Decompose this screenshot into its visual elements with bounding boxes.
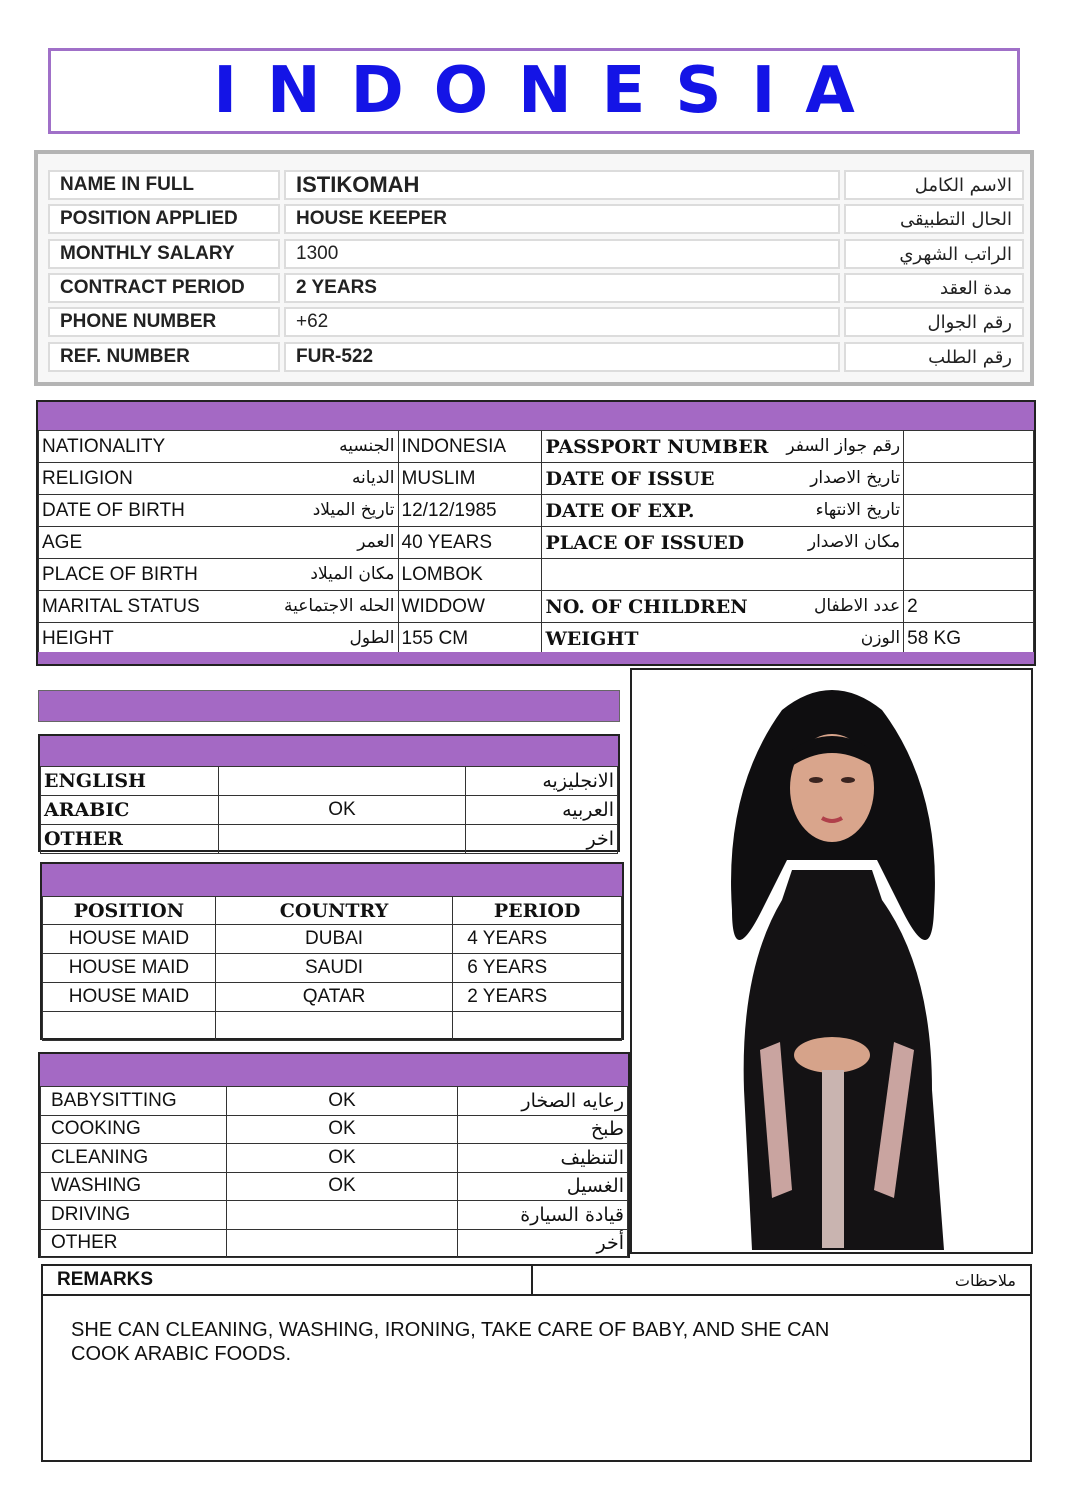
skill-label: DRIVING: [41, 1201, 227, 1230]
personal-value: MUSLIM: [398, 463, 542, 495]
personal-value2: 58 KG: [904, 623, 1034, 655]
language-label: ENGLISH: [41, 767, 219, 796]
remarks-line: COOK ARABIC FOODS.: [71, 1343, 292, 1365]
summary-row: [48, 342, 1024, 372]
language-value: [218, 825, 465, 854]
personal-value: WIDDOW: [398, 591, 542, 623]
skill-label: CLEANING: [41, 1144, 227, 1173]
personal-table: [38, 430, 1034, 655]
personal-label: DATE OF BIRTH: [42, 499, 185, 521]
remarks-section: [41, 1264, 1032, 1462]
personal-label2-cell: [542, 495, 904, 527]
personal-label: PLACE OF BIRTH: [42, 563, 198, 585]
personal-value2: 2: [904, 591, 1034, 623]
language-row: [41, 796, 618, 825]
personal-details: [36, 400, 1036, 666]
column-header: POSITION: [43, 897, 216, 925]
experience-row: [43, 954, 622, 983]
personal-label-ar: الديانه: [351, 467, 395, 488]
personal-label2: PASSPORT NUMBER: [545, 435, 769, 458]
personal-value: 12/12/1985: [398, 495, 542, 527]
section-header-bar: [40, 736, 618, 766]
experience-period: [453, 1012, 622, 1041]
column-header: PERIOD: [453, 897, 622, 925]
personal-label: RELIGION: [42, 467, 133, 489]
remarks-label-ar: ملاحظات: [954, 1270, 1016, 1290]
skill-value: OK: [226, 1144, 457, 1173]
remarks-text: [71, 1318, 871, 1366]
personal-label2-cell: [542, 591, 904, 623]
summary-label-ar: رقم الطلب: [844, 342, 1024, 372]
skill-label: OTHER: [41, 1229, 227, 1258]
personal-label-cell: [39, 591, 399, 623]
language-label-ar: اخر: [466, 825, 618, 854]
personal-label-ar: تاريخ الميلاد: [312, 499, 395, 520]
summary-value: ISTIKOMAH: [284, 170, 840, 200]
personal-label2-ar: الوزن: [860, 627, 901, 648]
experience-country: DUBAI: [215, 925, 452, 954]
personal-label2: DATE OF ISSUE: [545, 467, 715, 490]
portrait-illustration: [632, 670, 1031, 1252]
skill-label: WASHING: [41, 1172, 227, 1201]
skill-value: OK: [226, 1087, 457, 1116]
skill-label-ar: الغسيل: [458, 1172, 628, 1201]
personal-row: [39, 431, 1034, 463]
skill-label-ar: قيادة السيارة: [458, 1201, 628, 1230]
skill-row: [41, 1172, 628, 1201]
experience-grid: [42, 896, 622, 1041]
experience-position: HOUSE MAID: [43, 983, 216, 1012]
personal-label2-cell: [542, 559, 904, 591]
experience-table: [40, 862, 624, 1040]
skill-value: OK: [226, 1115, 457, 1144]
personal-label2-ar: تاريخ الانتهاء: [815, 499, 901, 520]
languages-table: [38, 734, 620, 852]
skills-grid: [40, 1086, 628, 1258]
experience-country: SAUDI: [215, 954, 452, 983]
personal-label-cell: [39, 559, 399, 591]
skill-value: [226, 1229, 457, 1258]
language-row: [41, 767, 618, 796]
language-value: OK: [218, 796, 465, 825]
skill-row: [41, 1115, 628, 1144]
skill-row: [41, 1144, 628, 1173]
summary-label-ar: الاسم الكامل: [844, 170, 1024, 200]
skill-label-ar: أخر: [458, 1229, 628, 1258]
summary-label: PHONE NUMBER: [48, 307, 280, 337]
experience-row: [43, 983, 622, 1012]
title-banner: [48, 48, 1020, 134]
personal-label-cell: [39, 623, 399, 655]
summary-row: [48, 273, 1024, 303]
skill-row: [41, 1229, 628, 1258]
personal-label-cell: [39, 463, 399, 495]
personal-label-ar: الجنسيه: [339, 435, 395, 456]
skill-value: [226, 1201, 457, 1230]
experience-row: [43, 1012, 622, 1041]
personal-label-ar: الطول: [349, 627, 395, 648]
personal-label-ar: الحله الاجتماعية: [284, 595, 395, 616]
language-label-ar: الانجليزيه: [466, 767, 618, 796]
language-label-ar: العربيه: [466, 796, 618, 825]
language-row: [41, 825, 618, 854]
personal-row: [39, 527, 1034, 559]
personal-value: 40 YEARS: [398, 527, 542, 559]
summary-label: NAME IN FULL: [48, 170, 280, 200]
summary-label-ar: مدة العقد: [844, 273, 1024, 303]
personal-value: 155 CM: [398, 623, 542, 655]
skill-label-ar: رعايه الصخار: [458, 1087, 628, 1116]
summary-row: [48, 307, 1024, 337]
personal-label2-ar: تاريخ الاصدار: [810, 467, 901, 488]
language-value: [218, 767, 465, 796]
skill-label: BABYSITTING: [41, 1087, 227, 1116]
personal-value2: [904, 527, 1034, 559]
experience-period: 6 YEARS: [453, 954, 622, 983]
skill-row: [41, 1087, 628, 1116]
personal-label2: DATE OF EXP.: [545, 499, 695, 522]
summary-row: [48, 170, 1024, 200]
section-header-bar: [38, 402, 1034, 430]
personal-label2: NO. OF CHILDREN: [545, 595, 748, 618]
personal-label-cell: [39, 495, 399, 527]
summary-label-ar: رقم الجوال: [844, 307, 1024, 337]
summary-label: CONTRACT PERIOD: [48, 273, 280, 303]
personal-value2: [904, 559, 1034, 591]
skill-row: [41, 1201, 628, 1230]
experience-position: HOUSE MAID: [43, 954, 216, 983]
personal-value2: [904, 495, 1034, 527]
summary-row: [48, 204, 1024, 234]
personal-label2-cell: [542, 623, 904, 655]
summary-value: HOUSE KEEPER: [284, 204, 840, 234]
summary-label-ar: الراتب الشهري: [844, 239, 1024, 269]
personal-value: INDONESIA: [398, 431, 542, 463]
experience-period: 4 YEARS: [453, 925, 622, 954]
personal-label2: WEIGHT: [545, 627, 639, 650]
summary-label: REF. NUMBER: [48, 342, 280, 372]
skill-label-ar: طبخ: [458, 1115, 628, 1144]
personal-label: HEIGHT: [42, 627, 114, 649]
personal-label-cell: [39, 527, 399, 559]
skills-table: [38, 1052, 630, 1258]
experience-country: [215, 1012, 452, 1041]
personal-label2-ar: عدد الاطفال: [814, 595, 901, 616]
personal-label2-cell: [542, 527, 904, 559]
personal-label-ar: العمر: [357, 531, 395, 552]
experience-period: 2 YEARS: [453, 983, 622, 1012]
personal-label-ar: مكان الميلاد: [310, 563, 395, 584]
personal-row: [39, 495, 1034, 527]
summary-label: POSITION APPLIED: [48, 204, 280, 234]
applicant-photo: [630, 668, 1033, 1254]
personal-label: MARITAL STATUS: [42, 595, 200, 617]
personal-row: [39, 623, 1034, 655]
summary-label-ar: الحال التطبيقى: [844, 204, 1024, 234]
summary-row: [48, 239, 1024, 269]
section-header-bar: [38, 690, 620, 722]
personal-value2: [904, 463, 1034, 495]
skill-label: COOKING: [41, 1115, 227, 1144]
personal-row: [39, 463, 1034, 495]
summary-value: FUR-522: [284, 342, 840, 372]
section-header-bar: [40, 1054, 628, 1086]
summary-label: MONTHLY SALARY: [48, 239, 280, 269]
applicant-summary: [34, 150, 1034, 386]
experience-position: HOUSE MAID: [43, 925, 216, 954]
column-header: COUNTRY: [215, 897, 452, 925]
experience-position: [43, 1012, 216, 1041]
summary-value: +62: [284, 307, 840, 337]
section-header-bar: [42, 864, 622, 896]
section-footer-bar: [38, 652, 1034, 664]
personal-label2: PLACE OF ISSUED: [545, 531, 745, 554]
summary-value: 1300: [284, 239, 840, 269]
personal-label2-cell: [542, 463, 904, 495]
languages-grid: [40, 766, 618, 854]
experience-country: QATAR: [215, 983, 452, 1012]
remarks-line: SHE CAN CLEANING, WASHING, IRONING, TAKE CARE OF BABY, AND SHE CAN: [71, 1319, 830, 1341]
personal-label: NATIONALITY: [42, 435, 166, 457]
personal-label-cell: [39, 431, 399, 463]
personal-label: AGE: [42, 531, 83, 553]
personal-label2-cell: [542, 431, 904, 463]
personal-value2: [904, 431, 1034, 463]
experience-row: [43, 925, 622, 954]
remarks-label: REMARKS: [43, 1266, 533, 1294]
personal-label2-ar: رقم جواز السفر: [786, 435, 901, 456]
personal-row: [39, 591, 1034, 623]
personal-value: LOMBOK: [398, 559, 542, 591]
skill-label-ar: التنظيف: [458, 1144, 628, 1173]
language-label: ARABIC: [41, 796, 219, 825]
summary-value: 2 YEARS: [284, 273, 840, 303]
personal-label2-ar: مكان الاصدار: [807, 531, 901, 552]
skill-value: OK: [226, 1172, 457, 1201]
personal-row: [39, 559, 1034, 591]
remarks-header: [43, 1266, 1030, 1296]
language-label: OTHER: [41, 825, 219, 854]
page-title: INDONESIA: [213, 54, 885, 128]
